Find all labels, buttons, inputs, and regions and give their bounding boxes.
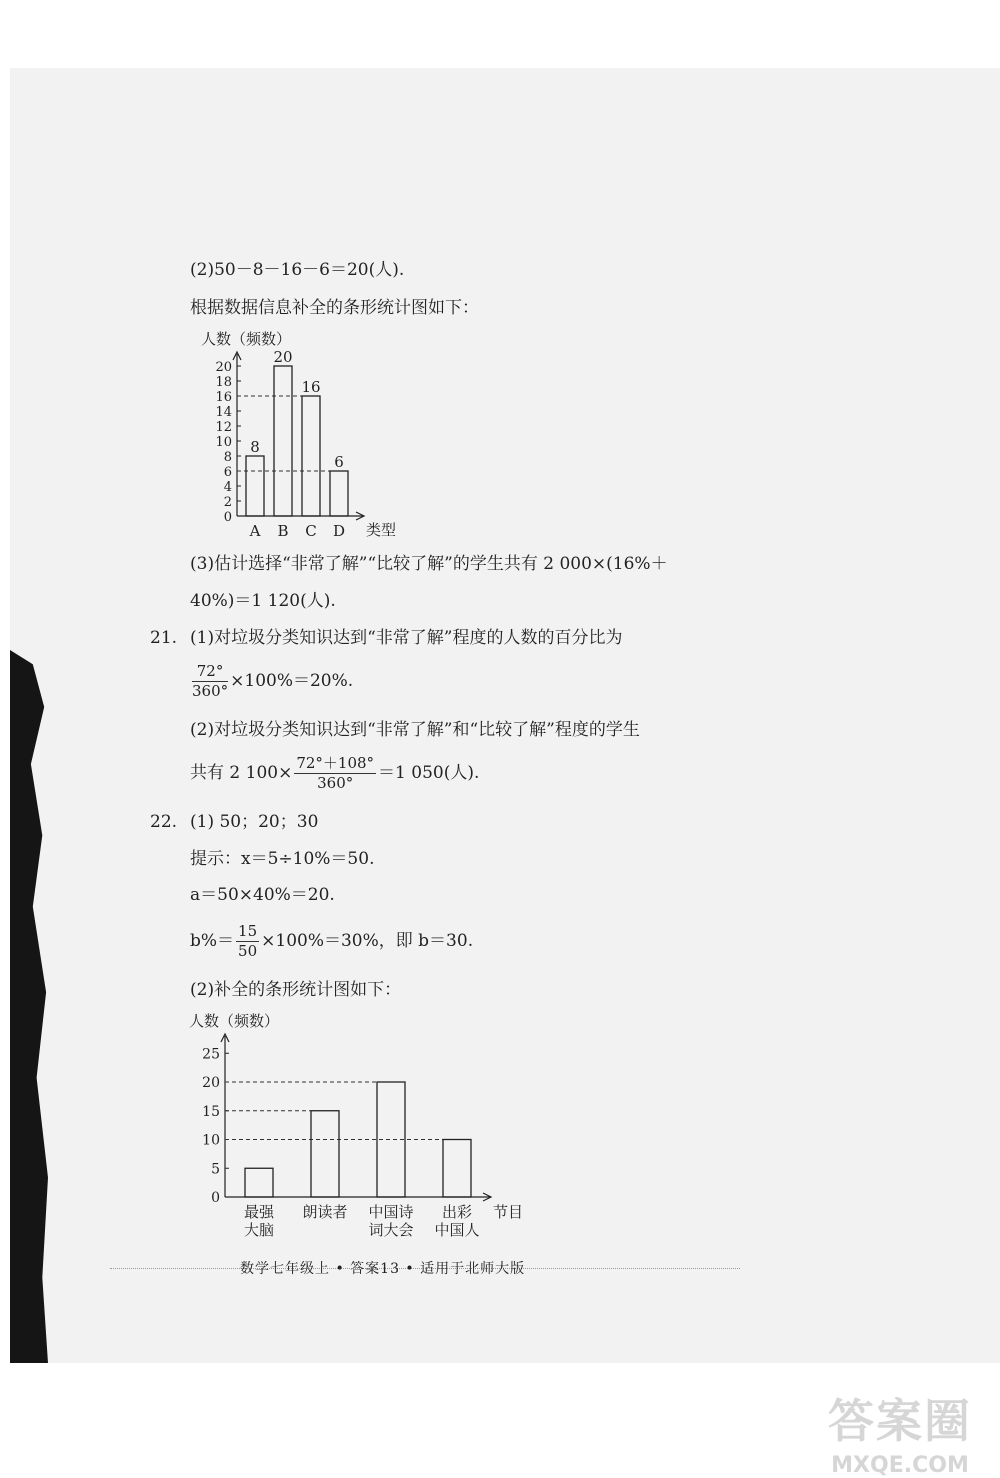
x-category-label: B	[277, 522, 289, 540]
fraction: $\frac{72^\circ}{360^\circ}$	[192, 662, 229, 700]
page-footer: 数学七年级上 • 答案13 • 适用于北师大版	[240, 1261, 526, 1277]
answer-line-2: (2)50－8－16－6＝20(人).	[190, 260, 405, 280]
y-tick-label: 20	[215, 360, 232, 375]
y-tick-label: 10	[215, 435, 232, 450]
chart-1	[180, 328, 420, 543]
y-tick-label: 18	[215, 375, 232, 390]
chart-2	[180, 1010, 540, 1245]
bar-data-label: 16	[301, 378, 321, 396]
y-tick-label: 20	[202, 1075, 220, 1091]
q22-part1: (1) 50；20；30	[190, 812, 319, 832]
question-22-number: 22.	[150, 812, 178, 832]
x-category-label: C	[305, 522, 317, 540]
y-tick-label: 5	[211, 1161, 220, 1178]
x-axis-label: 类型	[366, 521, 397, 539]
y-tick-label: 0	[223, 510, 232, 525]
x-category-label: 出彩	[441, 1203, 473, 1221]
y-tick-label: 25	[202, 1046, 220, 1063]
y-tick-label: 2	[223, 495, 232, 510]
y-axis-label: 人数（频数）	[201, 330, 292, 348]
q21-part1: (1)对垃圾分类知识达到“非常了解”程度的人数的百分比为	[190, 628, 623, 648]
fraction: $\frac{72^\circ+108^\circ}{360^\circ}$	[296, 754, 375, 792]
bar	[302, 396, 320, 516]
watermark-logo: 答案圈 MXQE.COM	[828, 1394, 972, 1478]
q21-part2: (2)对垃圾分类知识达到“非常了解”和“比较了解”程度的学生	[190, 720, 640, 740]
q22-b-formula: b%＝ $\frac{15}{50}$ ×100%＝30%，即 b＝30.	[190, 922, 474, 960]
question-21-number: 21.	[150, 628, 178, 648]
x-category-label: 大脑	[243, 1221, 275, 1239]
x-category-label: 中国人	[434, 1221, 480, 1239]
y-axis-label: 人数（频数）	[189, 1012, 280, 1030]
x-category-label: 朗读者	[302, 1203, 348, 1221]
bar	[443, 1140, 471, 1198]
answer-line-3a: (3)估计选择“非常了解”“比较了解”的学生共有 2 000×(16%＋	[190, 554, 668, 574]
y-tick-label: 8	[223, 450, 232, 465]
q21-part2-formula: 共有 2 100× $\frac{72^\circ+108^\circ}{360^\circ}$ ＝1 050(人).	[190, 754, 480, 792]
bar-data-label: 6	[334, 453, 344, 471]
x-category-label: A	[249, 522, 261, 540]
bar-data-label: 8	[250, 438, 260, 456]
y-tick-label: 6	[223, 465, 232, 480]
bar-data-label: 20	[273, 348, 293, 366]
q22-hint: 提示：x＝5÷10%＝50.	[190, 849, 375, 869]
y-tick-label: 0	[211, 1190, 220, 1206]
bar	[330, 471, 348, 516]
x-axis-label: 节目	[493, 1203, 524, 1221]
x-category-label: 最强	[243, 1203, 275, 1221]
y-tick-label: 15	[202, 1103, 220, 1120]
y-tick-label: 4	[223, 480, 232, 495]
fraction: $\frac{15}{50}$	[238, 922, 258, 960]
bar	[311, 1111, 339, 1197]
x-category-label: D	[332, 522, 346, 540]
x-category-label: 中国诗	[368, 1203, 414, 1221]
answer-line-3b: 40%)＝1 120(人).	[190, 591, 336, 611]
q22-part2: (2)补全的条形统计图如下：	[190, 980, 402, 1000]
y-tick-label: 10	[202, 1132, 220, 1149]
y-tick-label: 14	[215, 405, 232, 420]
bar	[246, 456, 264, 516]
y-tick-label: 12	[215, 420, 232, 435]
x-category-label: 词大会	[368, 1221, 414, 1239]
bar	[245, 1168, 273, 1197]
y-tick-label: 16	[215, 390, 232, 405]
chart1-intro: 根据数据信息补全的条形统计图如下：	[190, 298, 479, 318]
q21-part1-formula: $\frac{72^\circ}{360^\circ}$ ×100%＝20%.	[192, 662, 354, 700]
q22-a: a＝50×40%＝20.	[190, 885, 335, 905]
bar	[274, 366, 292, 516]
